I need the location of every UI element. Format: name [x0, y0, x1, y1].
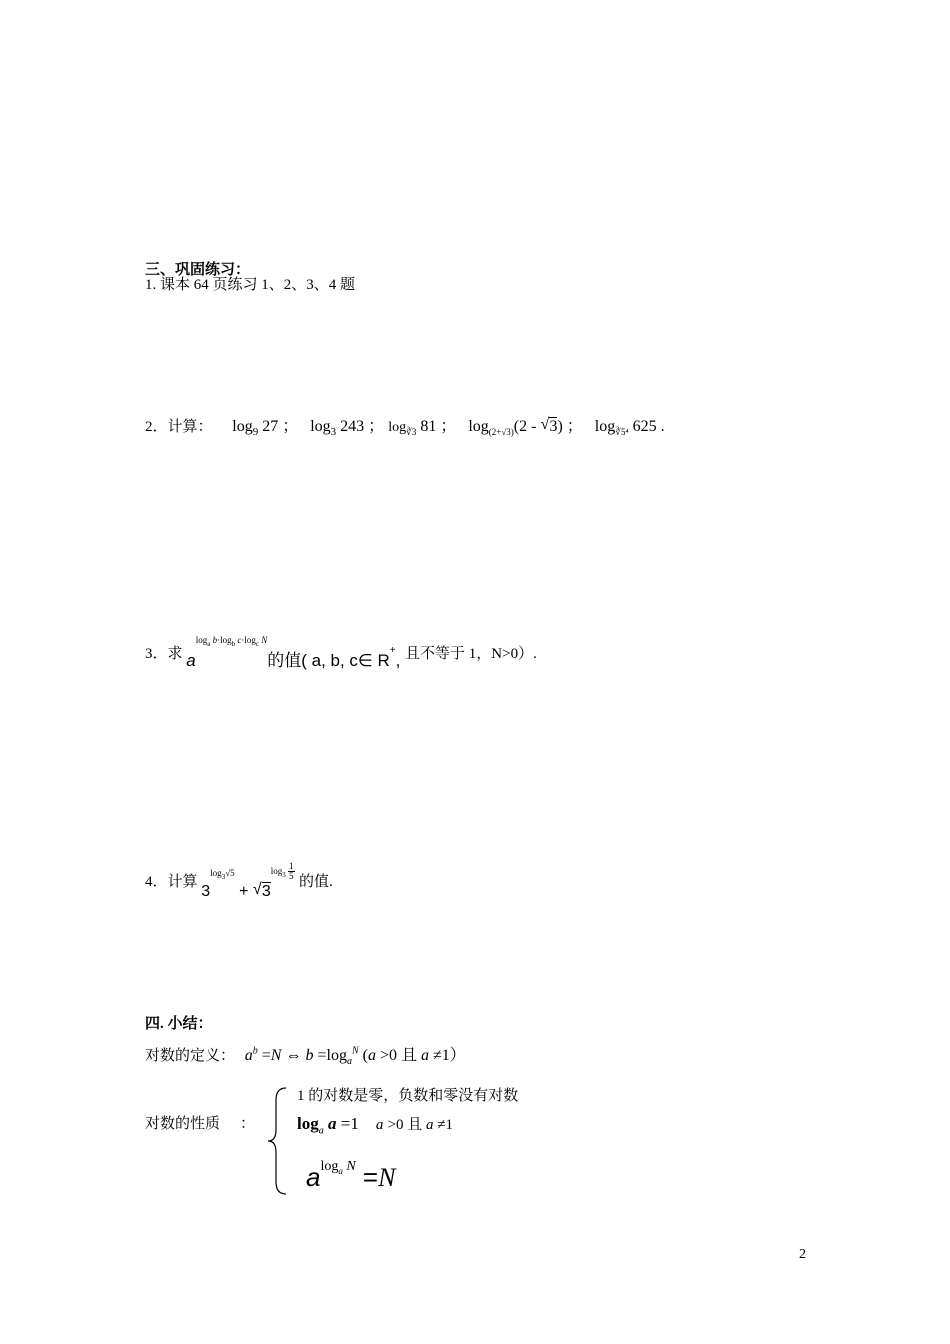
question-2-formulas: $\log_9 27$ ； $\log_3 243$ ； $\log_{∛3} 81$ ； $\log_{(2+√3)}(2$ - √ 3) ； $\log_{∛5^4} 625$ . — [232, 418, 664, 435]
definition-line — [145, 1042, 466, 1068]
question-4-suffix: 的值. — [299, 873, 333, 890]
question-4-prefix: 4．计算 — [145, 873, 198, 890]
section-4-title: 四. 小结： — [145, 1016, 213, 1032]
brace-icon — [266, 1086, 288, 1196]
question-2-prefix: 2．计算： — [145, 419, 213, 435]
question-3-prefix: 3．求 — [145, 646, 183, 662]
page-number: 2 — [799, 1247, 806, 1262]
section-3-title: 三、巩固练习： — [145, 262, 251, 278]
property-2: $\log_a a =1$ a >0 且 a ≠1 — [297, 1114, 454, 1137]
question-3-tail: 且不等于 1，N>0）. — [405, 646, 537, 662]
question-4 — [145, 861, 333, 900]
question-4-formula: $3^{log_3√5}$ + √ $3^{log_3 \frac{1}{5}}$ — [201, 883, 299, 900]
definition-formula: $a^b =N$ ⇔ $b =\log_a^N$ (a >0 且 a ≠1） — [244, 1045, 466, 1068]
question-2 — [145, 413, 665, 439]
property-label: 对数的性质 ： — [145, 1116, 256, 1132]
property-3: $a^{log_a N} =N$ — [306, 1159, 396, 1192]
question-3-formula: $a^{log_a b\cdot log_b c\cdot log_c N}$的值( a, b, c∈ R+, — [186, 635, 406, 670]
question-3 — [145, 635, 537, 670]
definition-label: 对数的定义： — [145, 1048, 236, 1064]
question-1: 1. 课本 64 页练习 1、2、3、4 题 — [145, 277, 356, 293]
property-1: 1 的对数是零，负数和零没有对数 — [297, 1088, 519, 1104]
